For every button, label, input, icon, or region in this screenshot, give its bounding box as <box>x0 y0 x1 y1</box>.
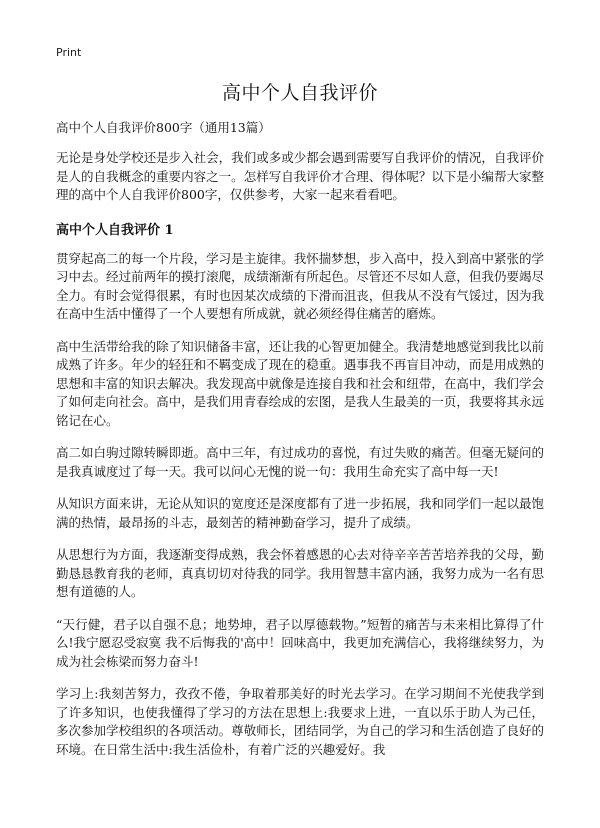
section-heading: 高中个人自我评价 1 <box>56 222 174 238</box>
body-paragraph: 学习上:我刻苦努力，孜孜不倦，争取着那美好的时光去学习。在学习期间不光使我学到了许多知识，也使我懂得了学习的方法在思想上:我要求上进，一直以乐于助人为己任，多次参加学校组织的各项活动。尊敬师长，团结同学，为自己的学习和生活创造了良好的环境。在日常生活中:我生活俭朴，有着广泛的兴趣爱好。我 <box>56 686 544 757</box>
intro-paragraph: 无论是身处学校还是步入社会，我们或多或少都会遇到需要写自我评价的情况，自我评价是人的自我概念的重要内容之一。怎样写自我评价才合理、得体呢？以下是小编帮大家整理的高中个人自我评价800字，仅供参考，大家一起来看看吧。 <box>56 150 544 202</box>
body-paragraph: 贯穿起高二的每一个片段，学习是主旋律。我怀揣梦想，步入高中，投入到高中紧张的学习中去。经过前两年的摸打滚爬，成绩渐渐有所起色。尽管还不尽如人意，但我仍要竭尽全力。有时会觉得很累，有时也因某次成绩的下滑而沮丧，但我从不没有气馁过，因为我在高中生活中懂得了一个人要想有所成就，就必须经得住痛苦的磨炼。 <box>56 250 544 321</box>
document-body <box>56 78 544 773</box>
body-paragraph: 从思想行为方面，我逐渐变得成熟，我会怀着感恩的心去对待辛辛苦苦培养我的父母，勤勤恳恳教育我的老师，真真切切对待我的同学。我用智慧丰富内涵，我努力成为一名有思想有道德的人。 <box>56 547 544 599</box>
body-paragraph: “天行健，君子以自强不息；地势坤，君子以厚德载物。”短暂的痛苦与未来相比算得了什么!我宁愿忍受寂寞 我不后悔我的'高中！回味高中，我更加充满信心，我将继续努力，为成为社会栋梁而努力奋斗! <box>56 616 544 669</box>
body-paragraph: 从知识方面来讲，无论从知识的宽度还是深度都有了进一步拓展，我和同学们一起以最饱满的热情，最昂扬的斗志，最刻苦的精神勤奋学习，提升了成绩。 <box>56 496 544 530</box>
page-title: 高中个人自我评价 <box>221 82 378 104</box>
body-paragraph: 高二如白驹过隙转瞬即逝。高中三年，有过成功的喜悦，有过失败的痛苦。但毫无疑问的是我真诚度过了每一天。我可以问心无愧的说一句：我用生命充实了高中每一天! <box>56 445 544 479</box>
print-link[interactable]: Print <box>56 46 82 59</box>
body-paragraph: 高中生活带给我的除了知识储备丰富，还让我的心智更加健全。我清楚地感觉到我比以前成熟了许多。年少的轻狂和不羁变成了现在的稳重。遇事我不再盲目冲动，而是用成熟的思想和丰富的知识去解决。我发现高中就像是连接自我和社会和纽带，在高中，我们学会了如何走向社会。高中，是我们用青春绘成的宏图，是我人生最美的一页，我要将其永远铭记在心。 <box>56 338 544 428</box>
document-subtitle: 高中个人自我评价800字（通用13篇） <box>56 120 271 135</box>
